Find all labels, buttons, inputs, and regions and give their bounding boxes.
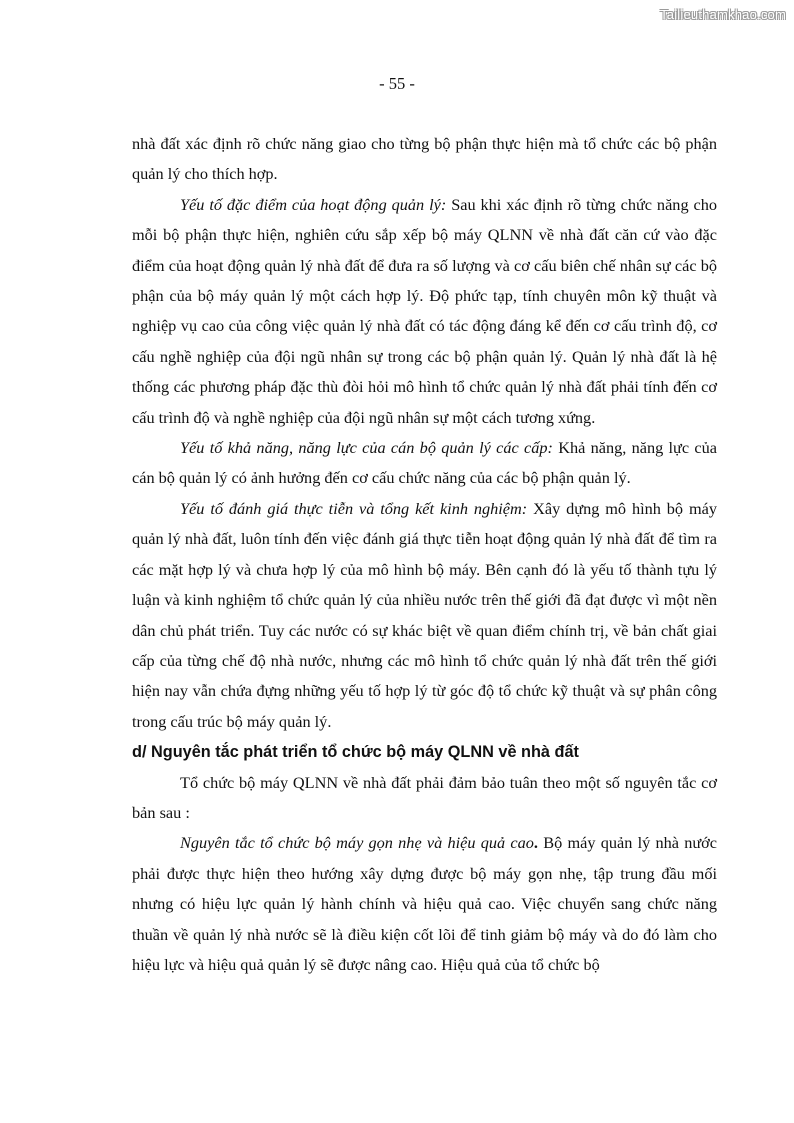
paragraph-staff-capability [132, 433, 717, 494]
paragraph-principles-intro: Tổ chức bộ máy QLNN về nhà đất phải đảm bảo tuân theo một số nguyên tắc cơ bản sau : [132, 772, 717, 822]
paragraph-lead-italic: Yếu tố khả năng, năng lực của cán bộ quản lý các cấp: [180, 438, 553, 458]
paragraph-lead-italic: Yếu tố đặc điểm của hoạt động quản lý: [180, 194, 447, 214]
paragraph-body-text: Bộ máy quản lý nhà nước phải được thực hiện theo hướng xây dựng được bộ máy gọn nhẹ, tập trung đầu mối nhưng có hiệu lực quản lý hành chính và hiệu quả cao. Việc chuyển sang chức năng thuần về quản lý nhà nước sẽ là điều kiện cốt lõi để tinh giảm bộ máy và do đó làm cho hiệu lực và hiệu quả quản lý sẽ được nâng cao. Hiệu quả của tổ chức bộ [132, 833, 718, 974]
paragraph-compact-efficient-principle [132, 828, 717, 980]
paragraph-continuation: nhà đất xác định rõ chức năng giao cho từng bộ phận thực hiện mà tổ chức các bộ phận quản lý cho thích hợp. [132, 134, 717, 184]
paragraph-lead-italic: Nguyên tắc tổ chức bộ máy gọn nhẹ và hiệu quả cao [180, 833, 534, 853]
watermark: Tailieuthamkhao.com [660, 7, 786, 22]
paragraph-management-characteristics [132, 190, 717, 433]
paragraph-lead-italic: Yếu tố đánh giá thực tiễn và tổng kết kinh nghiệm: [180, 498, 528, 518]
section-heading: d/ Nguyên tắc phát triển tổ chức bộ máy QLNN về nhà đất [132, 743, 579, 762]
paragraph-practice-evaluation [132, 494, 717, 737]
document-body [132, 129, 717, 980]
page-number: - 55 - [379, 74, 415, 93]
paragraph-lead-period: . [533, 833, 538, 853]
paragraph-body-text: Xây dựng mô hình bộ máy quản lý nhà đất, luôn tính đến việc đánh giá thực tiễn hoạt động quản lý nhà đất để tìm ra các mặt hợp lý và chưa hợp lý của mô hình bộ máy. Bên cạnh đó là yếu tố thành tựu lý luận và kinh nghiệm tổ chức quản lý của nhiều nước trên thế giới đã đạt được vì một nền dân chủ phát triển. Tuy các nước có sự khác biệt về quan điểm chính trị, về bản chất giai cấp của từng chế độ nhà nước, nhưng các mô hình tổ chức quản lý nhà đất trên thế giới hiện nay vẫn chứa đựng những yếu tố hợp lý từ góc độ tổ chức kỹ thuật và sự phân công trong cấu trúc bộ máy quản lý. [132, 498, 717, 731]
paragraph-body-text: Sau khi xác định rõ từng chức năng cho mỗi bộ phận thực hiện, nghiên cứu sắp xếp bộ máy QLNN về nhà đất căn cứ vào đặc điểm của hoạt động quản lý nhà đất để đưa ra số lượng và cơ cấu biên chế nhân sự các bộ phận của bộ máy quản lý một cách hợp lý. Độ phức tạp, tính chuyên môn kỹ thuật và nghiệp vụ cao của công việc quản lý nhà đất có tác động đáng kể đến cơ cấu trình độ, cơ cấu nghề nghiệp của đội ngũ nhân sự trong các bộ phận quản lý. Quản lý nhà đất là hệ thống các phương pháp đặc thù đòi hỏi mô hình tổ chức quản lý nhà đất phải tính đến cơ cấu trình độ và nghề nghiệp của đội ngũ nhân sự một cách tương xứng. [132, 194, 717, 427]
paragraph-body-text: Khả năng, năng lực của cán bộ quản lý có ảnh hưởng đến cơ cấu chức năng của các bộ phận quản lý. [132, 438, 717, 488]
